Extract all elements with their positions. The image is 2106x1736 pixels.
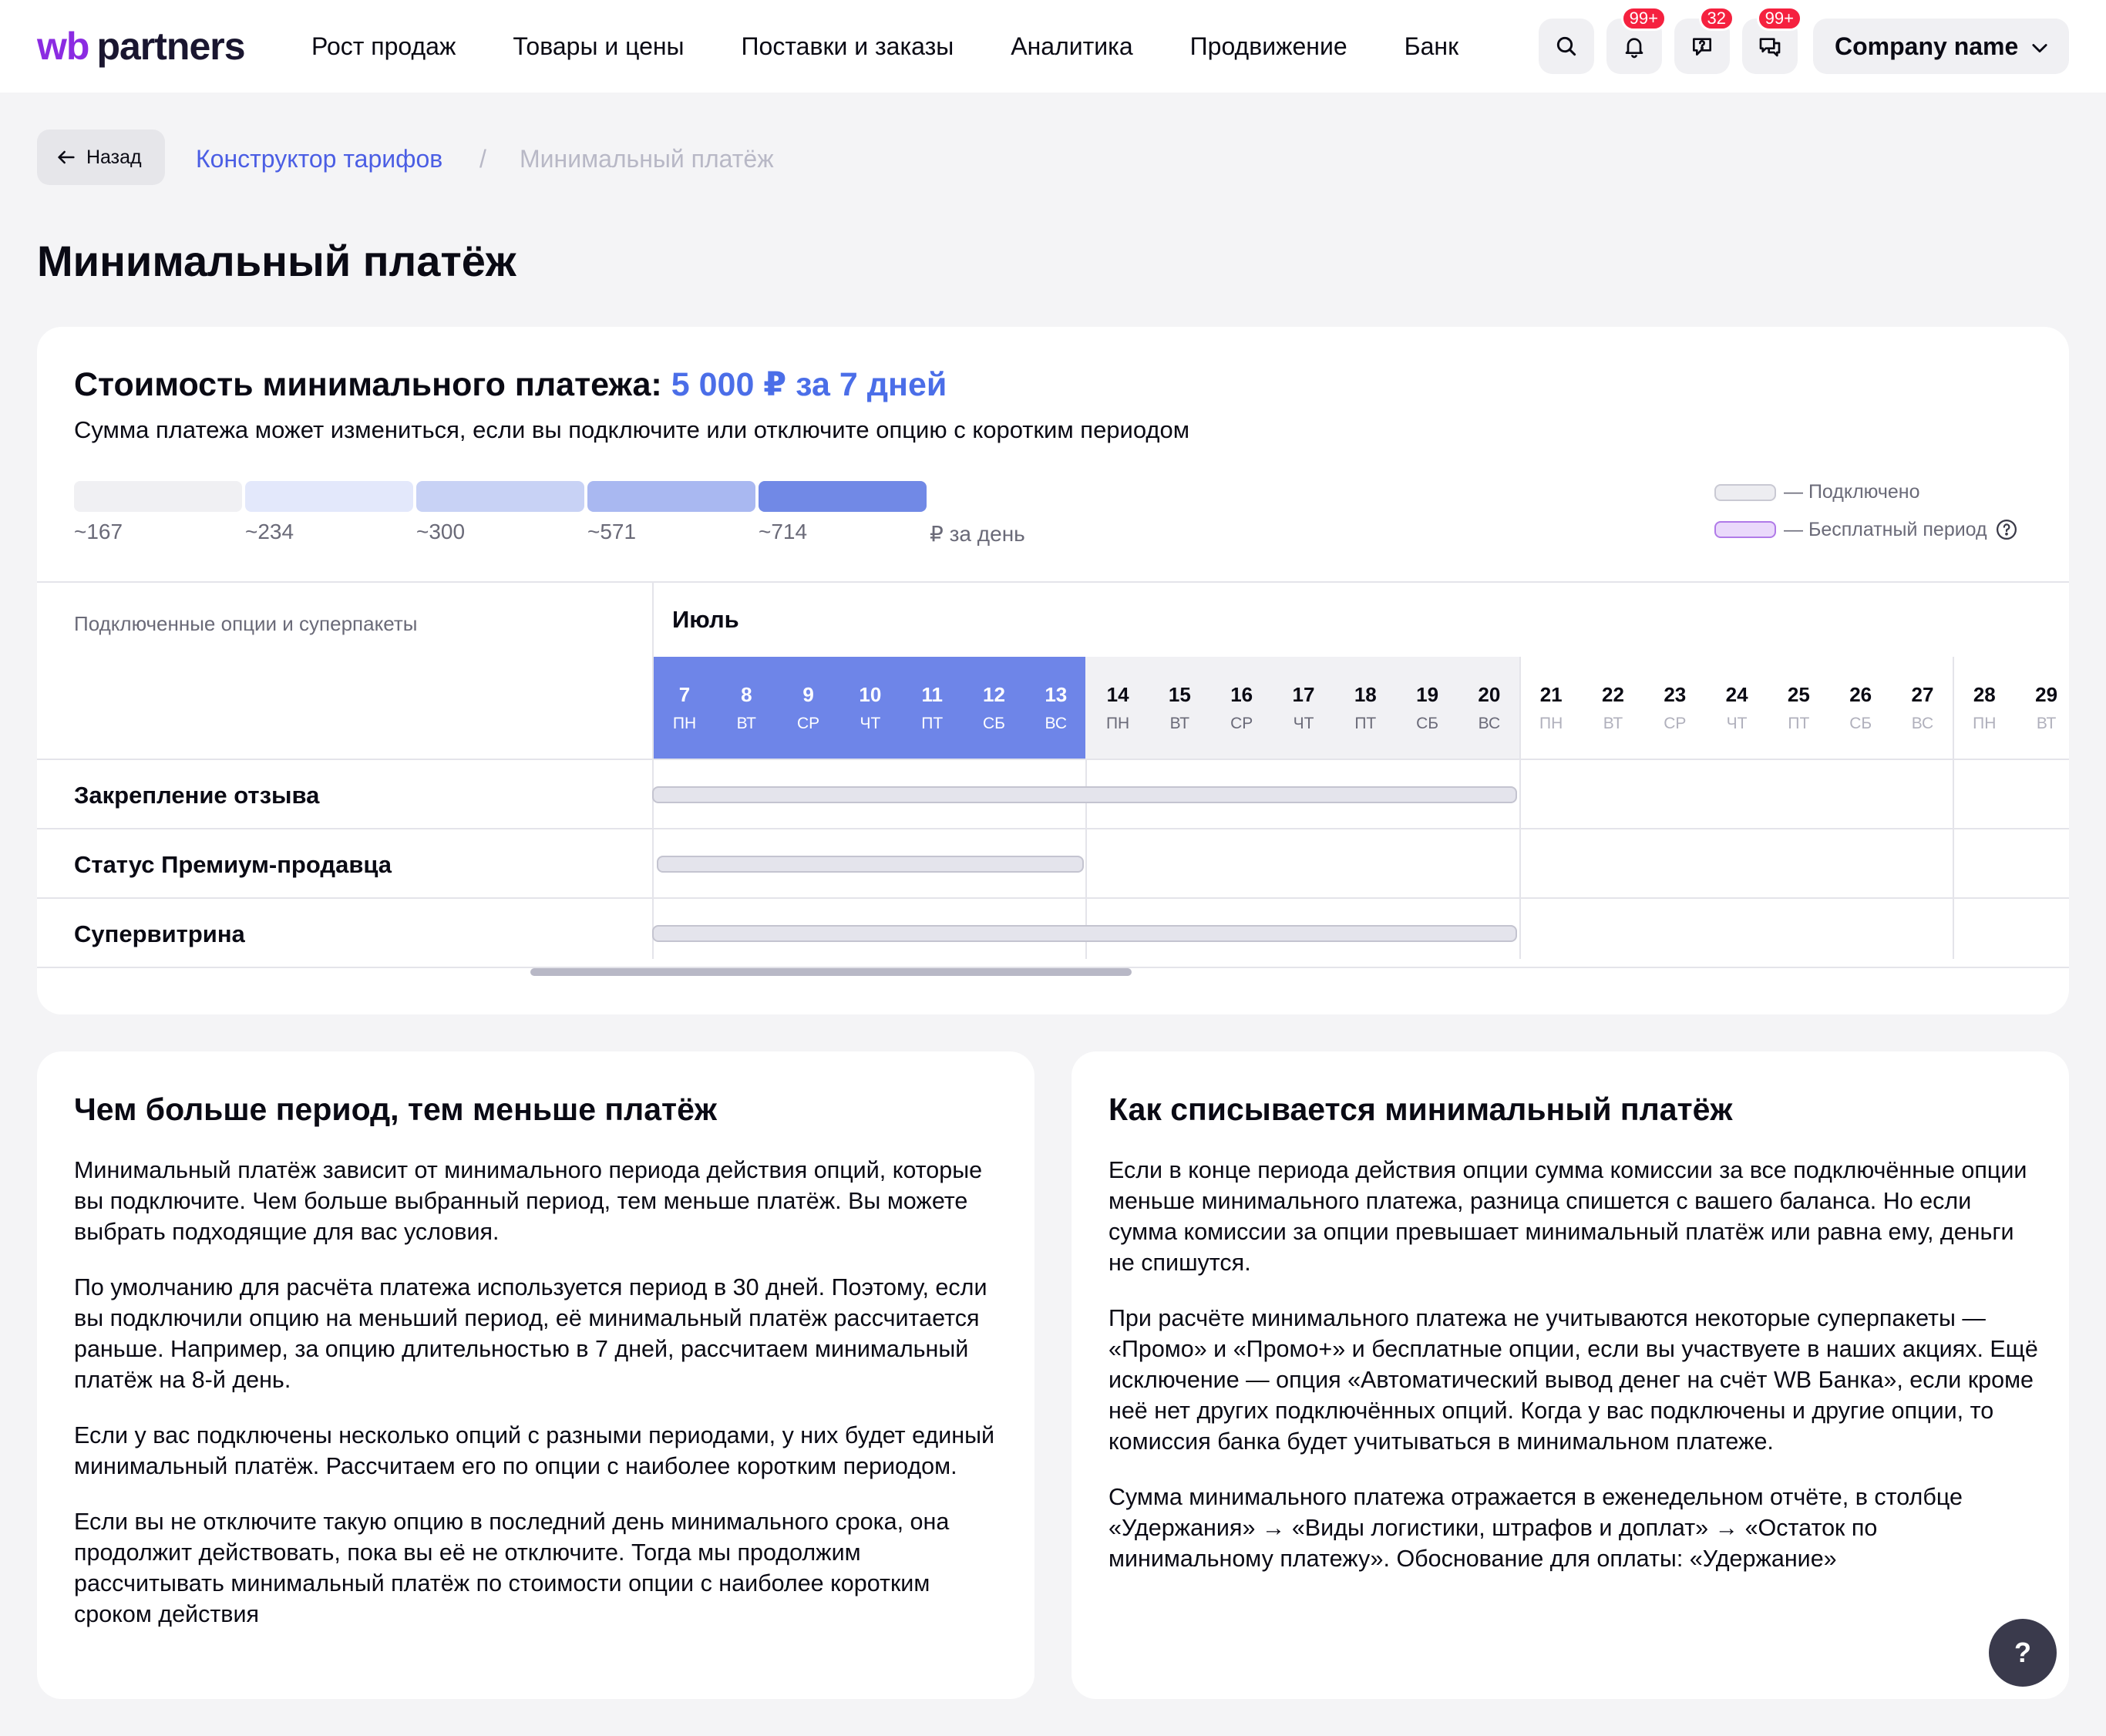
info-paragraph: Если у вас подключены несколько опций с разными периодами, у них будет единый минимальный платёж. Рассчитаем его по опции с наиболее коротким периодом. [74,1422,995,1479]
nav-item-supplies[interactable]: Поставки и заказы [741,32,954,60]
day-number: 16 [1230,683,1253,706]
info-paragraph: Сумма минимального платежа отражается в еженедельном отчёте, в столбце «Удержания» → «Виды логистики, штрафов и доплат» → «Остаток по минимальному платежу». Обоснование для оплаты: «Удержание» [1109,1484,1963,1572]
info-paragraph: Если в конце периода действия опции сумма комиссии за все подключённые опции меньше минимального платежа, разница спишется с вашего баланса. Но если сумма комиссии за опции превышает минимальный платёж или равна ему, деньги не спишутся. [1109,1157,2027,1276]
day-column [901,657,963,759]
row-label-premium: Статус Премиум-продавца [74,851,392,878]
day-of-week: ПН [1539,715,1563,732]
scale-unit: ₽ за день [930,522,1025,546]
legend-swatch-free [1714,521,1776,538]
breadcrumb-current: Минимальный платёж [520,145,774,173]
day-number: 8 [741,683,752,706]
day-of-week: ВТ [1603,715,1623,732]
day-of-week: СР [1664,715,1687,732]
day-number: 25 [1787,683,1810,706]
day-column [1458,657,1520,759]
minimum-payment-card [37,327,2069,1014]
scale-segment-2 [245,481,413,512]
cost-title: Стоимость минимального платежа: 5 000 ₽ за 7 дней [74,366,947,403]
day-column [839,657,901,759]
nav-item-products[interactable]: Товары и цены [513,32,685,60]
day-of-week: СБ [983,715,1005,732]
day-column [1397,657,1458,759]
nav-item-growth[interactable]: Рост продаж [311,32,456,60]
info-title: Чем больше период, тем меньше платёж [74,1092,717,1127]
day-of-week: ПН [1973,715,1997,732]
page-title: Минимальный платёж [37,237,516,285]
row-divider [37,759,2069,760]
help-circle-icon[interactable] [1995,518,2018,541]
nav-item-bank[interactable]: Банк [1404,32,1459,60]
info-paragraph: При расчёте минимального платежа не учитываются некоторые суперпакеты — «Промо» и «Промо+» и бесплатные опции, если вы участвуете в наших акциях. Ещё исключение — опция «Автоматический вывод денег на счёт WB Банка», если кроме неё нет других подключённых опций. Когда у вас подключены и другие опции, то комиссия банка будет учитываться в минимальном платеже. [1109,1305,2038,1455]
option-bar[interactable] [657,856,1084,873]
day-of-week: ПН [672,715,697,732]
info-card-charging [1072,1051,2069,1699]
legend-connected: — Подключено [1714,481,1920,503]
day-of-week: ВТ [736,715,757,732]
day-of-week: ВТ [1169,715,1190,732]
timeline-divider-left [652,581,654,959]
timeline-left-header: Подключенные опции и суперпакеты [74,612,418,635]
day-number: 27 [1911,683,1934,706]
day-of-week: ПТ [1354,715,1377,732]
day-of-week: ВТ [2036,715,2057,732]
day-of-week: СБ [1416,715,1439,732]
scale-label-5: ~714 [759,520,808,543]
day-number: 10 [859,683,882,706]
main-nav [311,0,1516,93]
day-number: 19 [1416,683,1439,706]
help-button[interactable]: ? [1989,1619,2057,1687]
day-of-week: ПН [1105,715,1130,732]
chats-badge: 99+ [1757,6,1802,31]
day-column [2016,657,2069,759]
scale-segment-1 [74,481,242,512]
day-of-week: СБ [1849,715,1872,732]
day-column [1087,657,1149,759]
scale-segment-5 [759,481,927,512]
back-label: Назад [86,146,142,168]
breadcrumb-separator: / [479,145,486,173]
search-button[interactable] [1539,19,1594,74]
day-column [1273,657,1334,759]
info-paragraph: Если вы не отключите такую опцию в последний день минимального срока, она продолжит действовать, пока вы её не отключите. Тогда мы продолжим рассчитывать минимальный платёж по стоимости опции с наиболее коротким сроком действия [74,1509,950,1627]
day-number: 28 [1973,683,1996,706]
company-selector[interactable] [1813,19,2069,74]
day-column [1953,657,2015,759]
day-number: 21 [1539,683,1563,706]
option-bar[interactable] [652,925,1517,942]
day-of-week: ВС [1045,715,1068,732]
day-number: 12 [983,683,1005,706]
day-number: 17 [1292,683,1315,706]
day-number: 22 [1602,683,1624,706]
day-column [1211,657,1273,759]
scale-segment-3 [416,481,584,512]
chat-icon [1758,34,1782,59]
notifications-button[interactable] [1606,8,1662,74]
legend-swatch-connected [1714,484,1776,501]
day-column [778,657,839,759]
nav-item-analytics[interactable]: Аналитика [1011,32,1133,60]
day-column [1644,657,1706,759]
day-number: 15 [1168,683,1191,706]
day-column [1334,657,1396,759]
arrow-left-icon [56,146,77,168]
row-label-review-pin: Закрепление отзыва [74,782,320,809]
timeline-month: Июль [672,606,739,633]
option-bar[interactable] [652,786,1517,803]
day-number: 29 [2035,683,2058,706]
day-number: 7 [678,683,691,706]
info-body [74,1155,1007,1654]
row-divider [37,897,2069,899]
week-separator [1953,657,1954,959]
day-of-week: ЧТ [1293,715,1314,732]
chats-button[interactable] [1742,8,1798,74]
timeline-scrollbar[interactable] [530,968,1132,976]
day-number: 26 [1849,683,1872,706]
day-number: 13 [1045,683,1068,706]
day-column [1706,657,1768,759]
nav-item-promotion[interactable]: Продвижение [1189,32,1347,60]
day-column [654,657,715,759]
day-of-week: СР [797,715,820,732]
cost-value: 5 000 ₽ за 7 дней [671,366,947,403]
scale-label-4: ~571 [587,520,637,543]
company-name: Company name [1835,32,2019,60]
logo[interactable]: wb partners [37,25,245,68]
day-of-week: ВС [1478,715,1501,732]
questions-button[interactable] [1674,8,1730,74]
day-number: 23 [1664,683,1687,706]
day-number: 20 [1478,683,1501,706]
day-of-week: ПТ [921,715,944,732]
day-of-week: ВС [1911,715,1934,732]
scale-label-2: ~234 [245,520,294,543]
day-column [1520,657,1582,759]
week-separator [1519,657,1521,959]
day-of-week: ЧТ [860,715,881,732]
notifications-badge: 99+ [1621,6,1667,31]
question-bubble-icon [1690,34,1714,59]
day-of-week: СР [1230,715,1253,732]
legend-free: — Бесплатный период [1714,518,2018,541]
day-column [1025,657,1087,759]
day-of-week: ПТ [1788,715,1810,732]
search-icon [1554,34,1579,59]
day-number: 24 [1725,683,1748,706]
day-column [1892,657,1953,759]
day-column [1768,657,1829,759]
bell-icon [1622,34,1647,59]
day-column [1583,657,1644,759]
day-column [964,657,1025,759]
info-title: Как списывается минимальный платёж [1109,1092,1733,1127]
info-paragraph: По умолчанию для расчёта платежа используется период в 30 дней. Поэтому, если вы подключили опцию на меньший период, её минимальный платёж рассчитается раньше. Например, за опцию длительностью в 7 дней, рассчитаем минимальный платёж на 8-й день. [74,1274,987,1393]
scale-label-3: ~300 [416,520,466,543]
back-button[interactable] [37,130,165,185]
day-number: 18 [1354,683,1377,706]
info-card-period [37,1051,1034,1699]
timeline-divider [37,581,2069,583]
info-paragraph: Минимальный платёж зависит от минимального периода действия опций, которые вы подключите. Чем больше выбранный период, тем меньше платёж. Вы можете выбрать подходящие для вас условия. [74,1157,983,1245]
info-body [1109,1155,2041,1599]
day-number: 9 [802,683,814,706]
row-label-supershowcase: Супервитрина [74,920,245,947]
cost-subtitle: Сумма платежа может измениться, если вы подключите или отключите опцию с коротким периодом [74,416,1190,443]
day-column [1149,657,1210,759]
scale-label-1: ~167 [74,520,123,543]
questions-badge: 32 [1699,6,1734,31]
breadcrumb-link[interactable]: Конструктор тарифов [196,145,443,173]
scale-segment-4 [587,481,755,512]
day-column [1830,657,1892,759]
day-of-week: ЧТ [1726,715,1748,732]
chevron-down-icon [2029,37,2050,59]
row-divider [37,828,2069,829]
day-number: 14 [1106,683,1129,706]
day-column [715,657,777,759]
day-number: 11 [921,683,943,706]
top-bar [0,0,2106,93]
